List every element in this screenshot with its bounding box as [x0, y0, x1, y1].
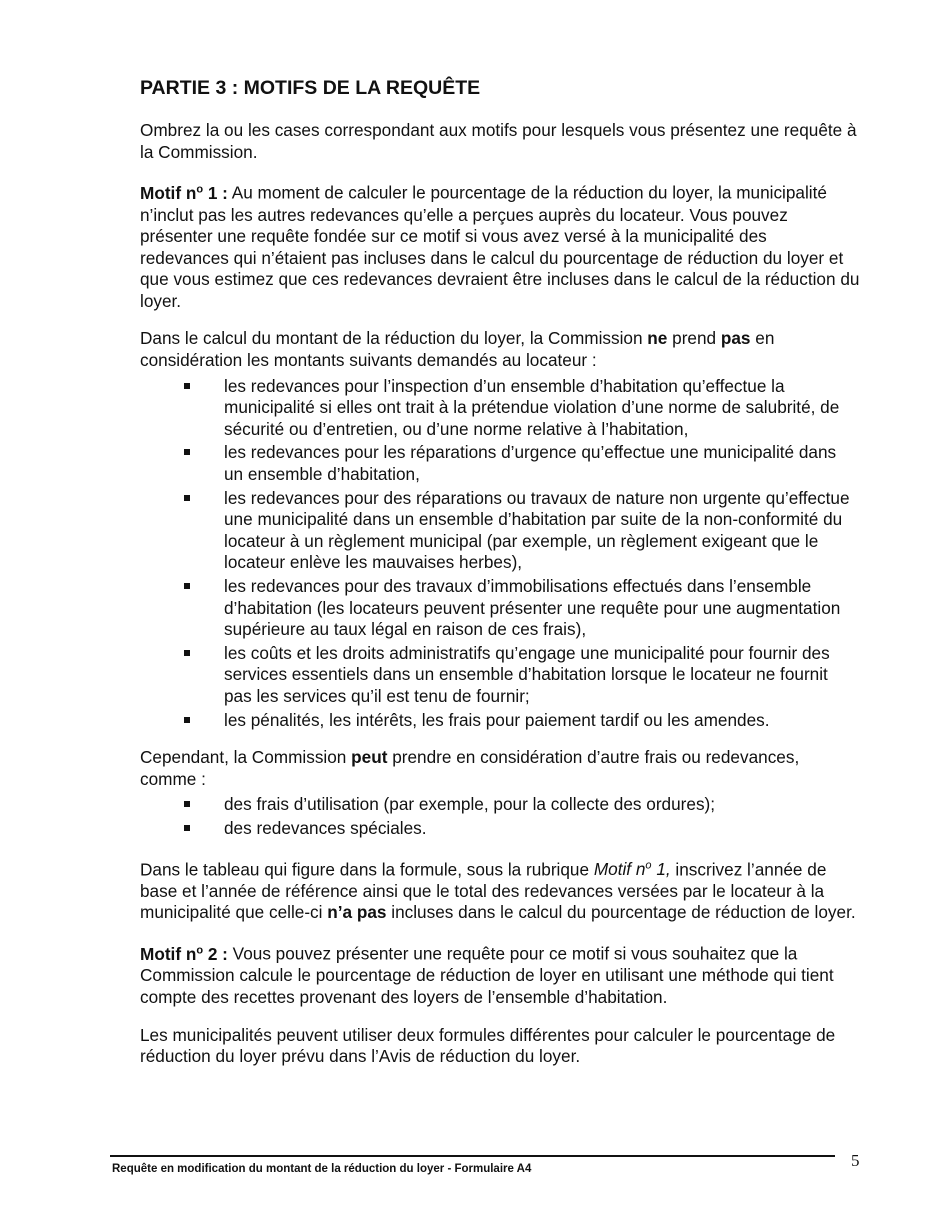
excluded-items-list [140, 376, 860, 732]
bullet-icon [184, 383, 190, 389]
list-item: les redevances pour l’inspection d’un ensemble d’habitation qu’effectue la municipalité si elles ont trait à la prétendue violation d’une norme de salubrité, de sécurité ou d’entretien, ou d’une norme relative à l’habitation, [140, 376, 860, 441]
list-item: des frais d’utilisation (par exemple, pour la collecte des ordures); [140, 794, 860, 816]
bullet-icon [184, 650, 190, 656]
footer-title: Requête en modification du montant de la réduction du loyer - Formulaire A4 [112, 1163, 532, 1175]
motif-1-label: Motif $n^o$ 1 : [140, 182, 228, 203]
bullet-icon [184, 825, 190, 831]
however-paragraph: Cependant, la Commission peut prendre en considération d’autre frais ou redevances, comme : [140, 747, 800, 789]
list-item: les pénalités, les intérêts, les frais pour paiement tardif ou les amendes. [140, 710, 860, 732]
calculation-paragraph: Dans le calcul du montant de la réduction du loyer, la Commission ne prend pas en considération les montants suivants demandés au locateur : [140, 328, 775, 371]
bullet-icon [184, 801, 190, 807]
page-number: 5 [851, 1151, 860, 1170]
footer-divider [110, 1155, 835, 1157]
list-item: les redevances pour des travaux d’immobilisations effectués dans l’ensemble d’habitation (les locateurs peuvent présenter une requête pour une augmentation supérieure au taux légal en raison de ces frais), [140, 576, 860, 641]
motif-1-text: Au moment de calculer le pourcentage de la réduction du loyer, la municipalité n’inclut pas les autres redevances qu’elle a perçues auprès du locateur. Vous pouvez présenter une requête fondée sur ce motif si vous avez versé à la municipalité des redevances qui n’étaient pas incluses dans le calcul du pourcentage de réduction du loyer et que vous estimez que ces redevances devraient être incluses dans le calcul de la réduction du loyer. [140, 182, 860, 311]
bullet-icon [184, 717, 190, 723]
bullet-icon [184, 449, 190, 455]
bullet-icon [184, 495, 190, 501]
motif-1-paragraph [140, 179, 860, 312]
bullet-icon [184, 583, 190, 589]
closing-paragraph: Les municipalités peuvent utiliser deux formules différentes pour calculer le pourcentage de réduction du loyer prévu dans l’Avis de réduction du loyer. [140, 1024, 836, 1067]
included-items-list [140, 794, 860, 839]
list-item: les coûts et les droits administratifs qu’engage une municipalité pour fournir des services essentiels dans un ensemble d’habitation lorsque le locateur ne fournit pas les services qu’il est tenu de fournir; [140, 643, 860, 708]
list-item: les redevances pour les réparations d’urgence qu’effectue une municipalité dans un ensemble d’habitation, [140, 442, 860, 485]
page-content [140, 76, 860, 1084]
table-instructions-paragraph: Dans le tableau qui figure dans la formule, sous la rubrique Motif $n^o$ 1, inscrivez l’année de base et l’année de référence ainsi que le total des redevances versées par le locateur à la municipalité que celle-ci n’a pas incluses dans le calcul du pourcentage de réduction de loyer. [140, 859, 856, 923]
section-heading: PARTIE 3 : MOTIFS DE LA REQUÊTE [140, 77, 481, 99]
motif-2-text: Vous pouvez présenter une requête pour ce motif si vous souhaitez que la Commission calcule le pourcentage de réduction de loyer en utilisant une méthode qui tient compte des recettes provenant des loyers de l’ensemble d’habitation. [140, 943, 834, 1007]
list-item: les redevances pour des réparations ou travaux de nature non urgente qu’effectue une municipalité dans un ensemble d’habitation par suite de la non-conformité du locateur à un règlement municipal (par exemple, un règlement exigeant que le locateur enlève les mauvaises herbes), [140, 488, 860, 574]
motif-2-paragraph [140, 940, 860, 1009]
motif-2-label: Motif $n^o$ 2 : [140, 943, 228, 964]
list-item: des redevances spéciales. [140, 818, 860, 840]
intro-paragraph: Ombrez la ou les cases correspondant aux motifs pour lesquels vous présentez une requête à la Commission. [140, 120, 857, 162]
